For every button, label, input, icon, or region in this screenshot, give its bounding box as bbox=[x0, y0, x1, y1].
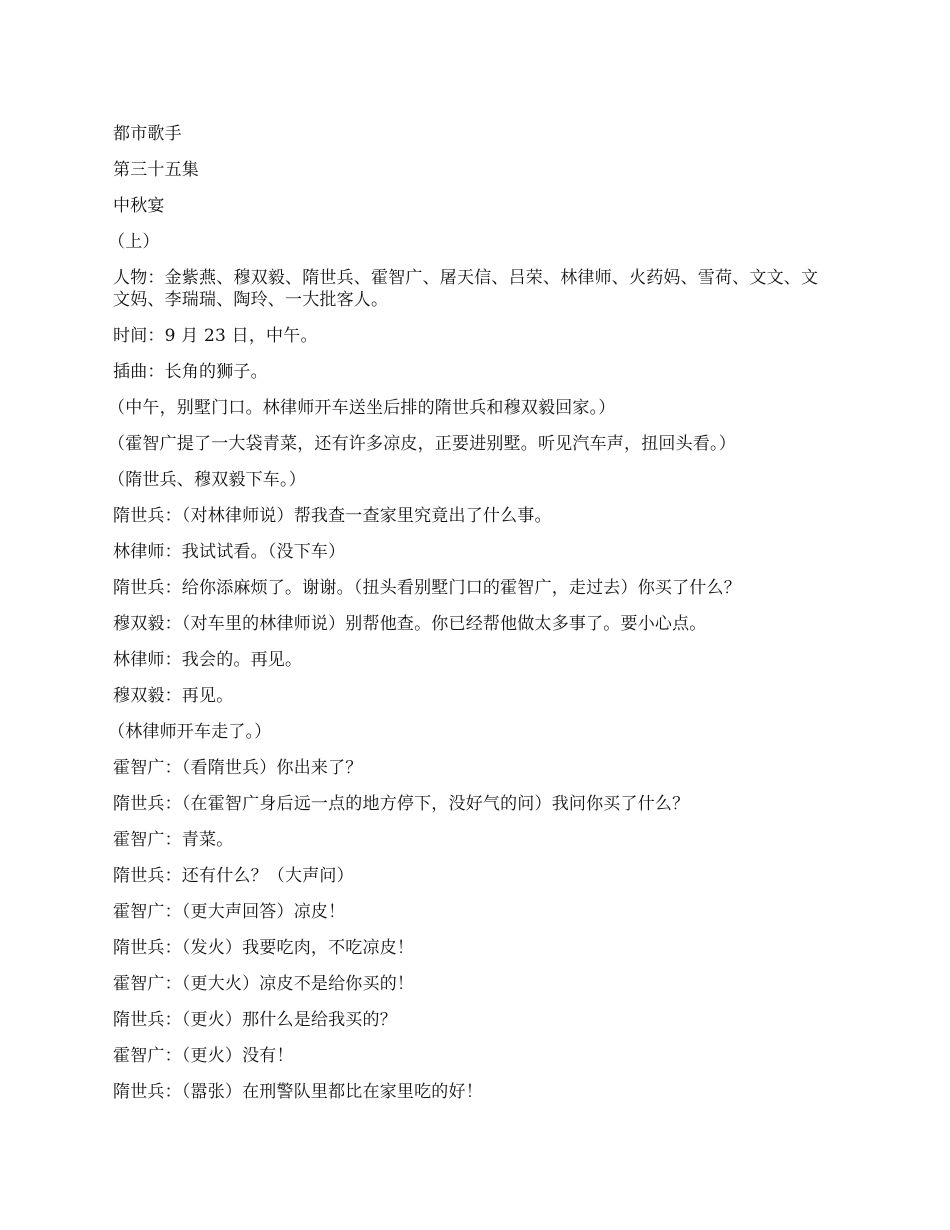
dialogue-line: 穆双毅：再见。 bbox=[113, 686, 234, 706]
dialogue-line: 霍智广：（更火）没有！ bbox=[113, 1046, 294, 1066]
dialogue-line: 霍智广：（更大声回答）凉皮！ bbox=[113, 902, 346, 922]
dialogue-line: 隋世兵：（对林律师说）帮我查一查家里究竟出了什么事。 bbox=[113, 506, 552, 526]
song-line: 插曲：长角的狮子。 bbox=[113, 362, 268, 382]
part-label: （上） bbox=[108, 232, 160, 252]
stage-direction: （霍智广提了一大袋青菜，还有许多凉皮，正要进别墅。听见汽车声，扭回头看。） bbox=[108, 434, 736, 454]
dialogue-line: 穆双毅：（对车里的林律师说）别帮他查。你已经帮他做太多事了。要小心点。 bbox=[113, 614, 707, 634]
stage-direction: （中午，别墅门口。林律师开车送坐后排的隋世兵和穆双毅回家。） bbox=[108, 398, 616, 418]
dialogue-line: 霍智广：（看隋世兵）你出来了？ bbox=[113, 758, 363, 778]
characters-list: 人物：金紫燕、穆双毅、隋世兵、霍智广、屠天信、吕荣、林律师、火药妈、雪荷、文文、文文妈、李瑞瑞、陶玲、一大批客人。 bbox=[113, 268, 819, 310]
dialogue-line: 霍智广：青菜。 bbox=[113, 830, 234, 850]
dialogue-line: 隋世兵：（更火）那什么是给我买的？ bbox=[113, 1010, 397, 1030]
dialogue-line: 隋世兵：还有什么？（大声问） bbox=[113, 866, 354, 886]
stage-direction: （隋世兵、穆双毅下车。） bbox=[108, 470, 306, 490]
dialogue-line: 林律师：我试试看。（没下车） bbox=[113, 542, 346, 562]
chapter-title: 中秋宴 bbox=[113, 196, 165, 216]
dialogue-line: 隋世兵：给你添麻烦了。谢谢。（扭头看别墅门口的霍智广，走过去）你买了什么？ bbox=[113, 578, 741, 598]
script-body bbox=[108, 123, 833, 1117]
dialogue-line: 霍智广：（更大火）凉皮不是给你买的！ bbox=[113, 974, 415, 994]
document-title: 都市歌手 bbox=[113, 124, 182, 144]
time-line: 时间：9 月 23 日，中午。 bbox=[113, 326, 318, 346]
episode-number: 第三十五集 bbox=[113, 160, 199, 180]
dialogue-line: 隋世兵：（在霍智广身后远一点的地方停下，没好气的问）我问你买了什么？ bbox=[113, 794, 690, 814]
dialogue-line: 隋世兵：（发火）我要吃肉，不吃凉皮！ bbox=[113, 938, 415, 958]
dialogue-line: 隋世兵：（嚣张）在刑警队里都比在家里吃的好！ bbox=[113, 1082, 483, 1102]
dialogue-line: 林律师：我会的。再见。 bbox=[113, 650, 303, 670]
stage-direction: （林律师开车走了。） bbox=[108, 722, 272, 742]
